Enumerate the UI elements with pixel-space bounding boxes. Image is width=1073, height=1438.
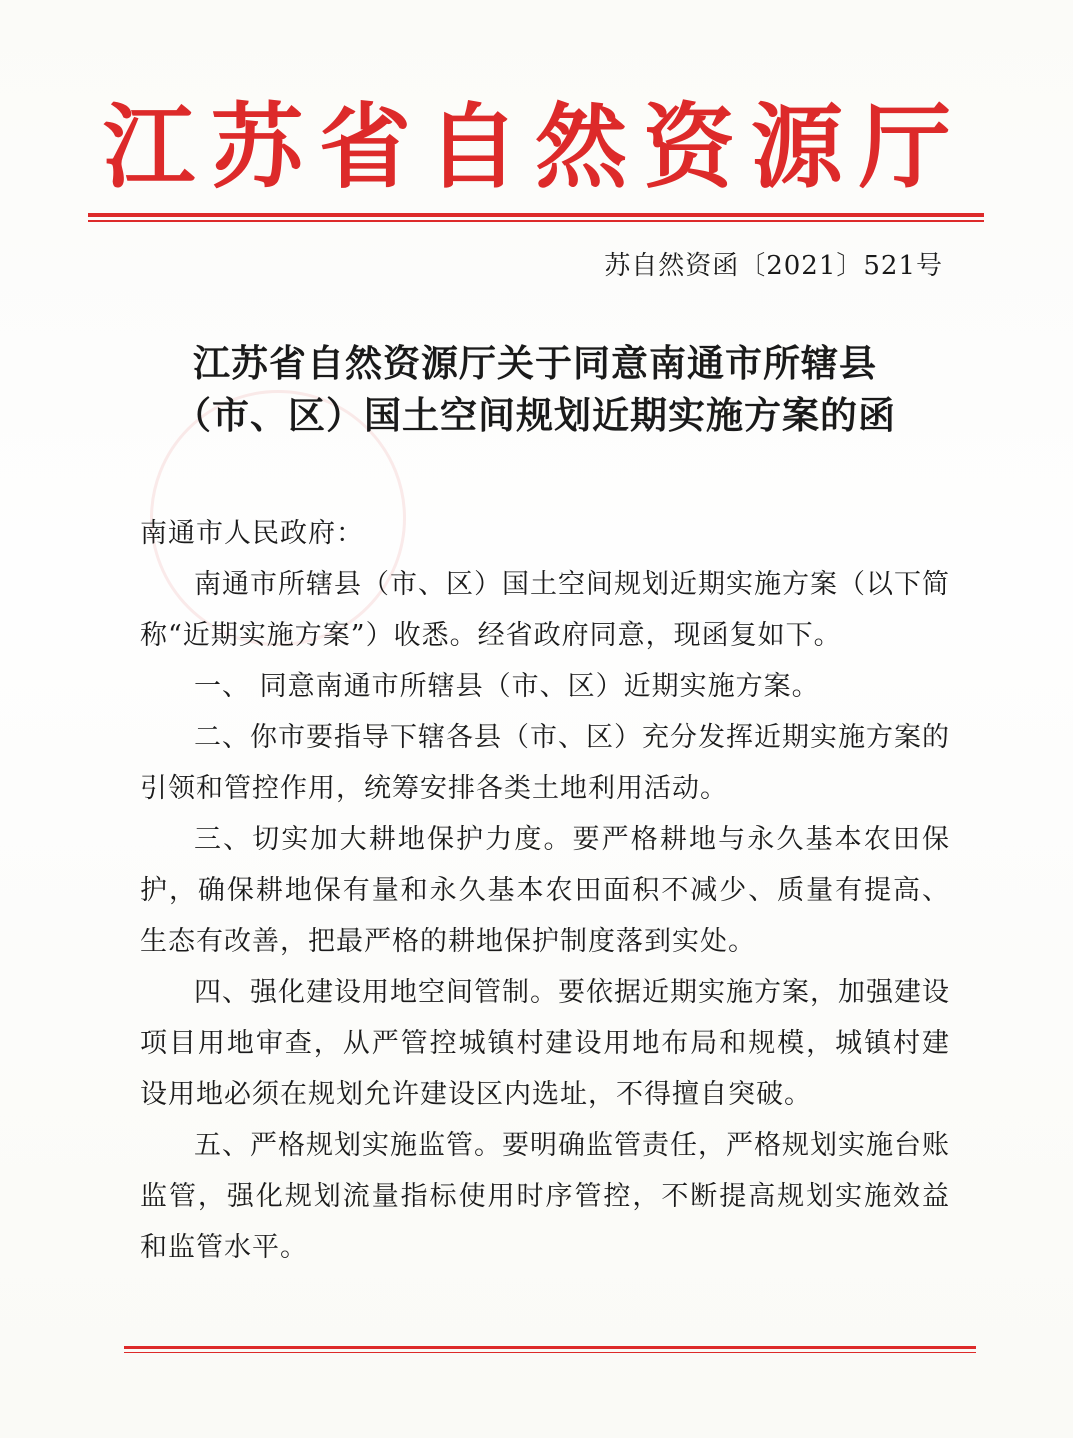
salutation: 南通市人民政府：	[140, 518, 364, 549]
title-line-1: 江苏省自然资源厅关于同意南通市所辖县	[193, 342, 877, 385]
item-5-paragraph: 五、严格规划实施监管。要明确监管责任，严格规划实施台账监管，强化规划流量指标使用时序管控，不断提高规划实施效益和监管水平。	[140, 1130, 950, 1263]
letterhead-red-rule	[88, 213, 984, 217]
item-1-paragraph: 一、 同意南通市所辖县（市、区）近期实施方案。	[194, 671, 820, 702]
letterhead-org-name: 江苏省自然资源厅	[102, 93, 967, 201]
item-2-paragraph: 二、你市要指导下辖各县（市、区）充分发挥近期实施方案的引领和管控作用，统筹安排各类土地利用活动。	[140, 722, 950, 804]
document-body	[140, 508, 950, 1273]
intro-paragraph: 南通市所辖县（市、区）国土空间规划近期实施方案（以下简称“近期实施方案”）收悉。经省政府同意，现函复如下。	[140, 569, 950, 651]
footer-red-rule	[124, 1346, 976, 1349]
footer-red-rule-thin	[124, 1352, 976, 1353]
item-4-paragraph: 四、强化建设用地空间管制。要依据近期实施方案，加强建设项目用地审查，从严管控城镇村建设用地布局和规模，城镇村建设用地必须在规划允许建设区内选址，不得擅自突破。	[140, 977, 950, 1110]
title-line-2: （市、区）国土空间规划近期实施方案的函	[174, 394, 896, 437]
letterhead-red-rule-thin	[88, 220, 984, 222]
item-3-paragraph: 三、切实加大耕地保护力度。要严格耕地与永久基本农田保护，确保耕地保有量和永久基本农田面积不减少、质量有提高、生态有改善，把最严格的耕地保护制度落到实处。	[140, 824, 950, 957]
document-number: 苏自然资函〔2021〕521号	[604, 251, 943, 281]
document-title	[120, 338, 950, 442]
